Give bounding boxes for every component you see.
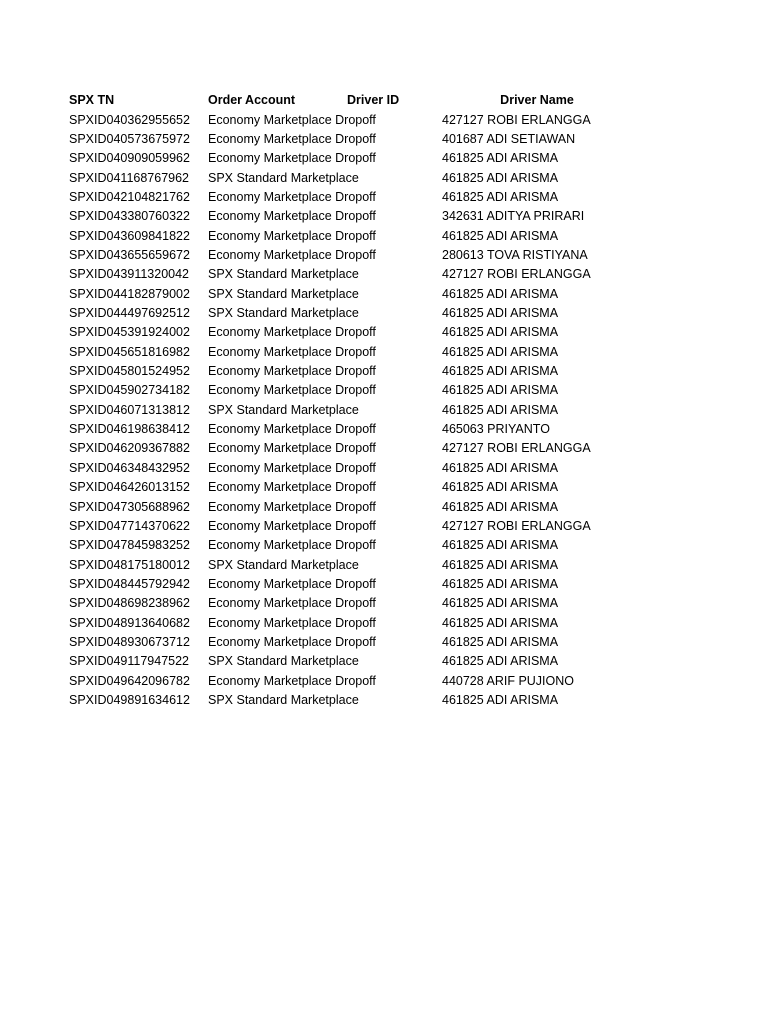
- cell-driver-name: 461825 ADI ARISMA: [442, 615, 559, 630]
- cell-spx-tn: SPXID045391924002: [69, 325, 190, 340]
- cell-driver-id: [347, 536, 439, 555]
- cell-driver-id: [347, 691, 439, 710]
- table-row: [0, 343, 768, 362]
- cell-driver-id: [347, 614, 439, 633]
- cell-spx-tn: SPXID048698238962: [69, 596, 190, 611]
- cell-order-account: Economy Marketplace Dropoff: [208, 480, 376, 495]
- cell-driver-name: 440728 ARIF PUJIONO: [442, 673, 575, 688]
- cell-spx-tn: SPXID046348432952: [69, 460, 190, 475]
- cell-driver-name: 461825 ADI ARISMA: [442, 151, 559, 166]
- table-row: [0, 652, 768, 671]
- cell-driver-id: [347, 575, 439, 594]
- cell-spx-tn: SPXID049117947522: [69, 654, 190, 669]
- cell-spx-tn: SPXID046209367882: [69, 441, 190, 456]
- cell-spx-tn: SPXID042104821762: [69, 189, 190, 204]
- cell-driver-name: 461825 ADI ARISMA: [442, 189, 559, 204]
- cell-spx-tn: SPXID045801524952: [69, 364, 190, 379]
- cell-spx-tn: SPXID047714370622: [69, 518, 190, 533]
- cell-spx-tn: SPXID043655659672: [69, 247, 190, 262]
- cell-driver-id: [347, 207, 439, 226]
- cell-driver-name: 427127 ROBI ERLANGGA: [442, 267, 591, 282]
- cell-driver-name: 461825 ADI ARISMA: [442, 383, 559, 398]
- cell-driver-id: [347, 246, 439, 265]
- cell-driver-name: 280613 TOVA RISTIYANA: [442, 247, 588, 262]
- cell-driver-id: [347, 381, 439, 400]
- cell-driver-id: [347, 517, 439, 536]
- table-row: [0, 362, 768, 381]
- cell-spx-tn: SPXID043609841822: [69, 228, 190, 243]
- cell-order-account: Economy Marketplace Dropoff: [208, 460, 376, 475]
- cell-driver-id: [347, 362, 439, 381]
- cell-spx-tn: SPXID048913640682: [69, 615, 190, 630]
- cell-driver-id: [347, 401, 439, 420]
- cell-order-account: Economy Marketplace Dropoff: [208, 364, 376, 379]
- table-row: [0, 594, 768, 613]
- table-row: [0, 536, 768, 555]
- table-row: [0, 575, 768, 594]
- cell-order-account: SPX Standard Marketplace: [208, 557, 359, 572]
- cell-driver-name: 461825 ADI ARISMA: [442, 557, 559, 572]
- header-driver-id: Driver ID: [347, 93, 400, 107]
- cell-order-account: Economy Marketplace Dropoff: [208, 499, 376, 514]
- cell-driver-id: [347, 672, 439, 691]
- cell-order-account: SPX Standard Marketplace: [208, 402, 359, 417]
- cell-driver-name: 461825 ADI ARISMA: [442, 402, 559, 417]
- header-row: [0, 91, 768, 110]
- cell-order-account: Economy Marketplace Dropoff: [208, 518, 376, 533]
- table-row: [0, 439, 768, 458]
- cell-order-account: Economy Marketplace Dropoff: [208, 422, 376, 437]
- header-driver-name: Driver Name: [500, 93, 574, 107]
- cell-order-account: Economy Marketplace Dropoff: [208, 615, 376, 630]
- cell-order-account: Economy Marketplace Dropoff: [208, 634, 376, 649]
- cell-spx-tn: SPXID049642096782: [69, 673, 190, 688]
- cell-order-account: Economy Marketplace Dropoff: [208, 596, 376, 611]
- cell-driver-name: 461825 ADI ARISMA: [442, 693, 559, 707]
- cell-driver-id: [347, 498, 439, 517]
- header-spx-tn: SPX TN: [69, 93, 115, 107]
- cell-spx-tn: SPXID046198638412: [69, 422, 190, 437]
- table-row: [0, 614, 768, 633]
- table-row: [0, 246, 768, 265]
- table-row: [0, 517, 768, 536]
- table-row: [0, 323, 768, 342]
- cell-spx-tn: SPXID044182879002: [69, 286, 190, 301]
- cell-driver-name: 427127 ROBI ERLANGGA: [442, 441, 591, 456]
- table-row: [0, 169, 768, 188]
- cell-driver-id: [347, 188, 439, 207]
- cell-spx-tn: SPXID045651816982: [69, 344, 190, 359]
- cell-driver-name: 461825 ADI ARISMA: [442, 306, 559, 320]
- cell-spx-tn: SPXID049891634612: [69, 693, 190, 707]
- cell-order-account: SPX Standard Marketplace: [208, 170, 359, 185]
- cell-order-account: SPX Standard Marketplace: [208, 286, 359, 301]
- cell-spx-tn: SPXID045902734182: [69, 383, 190, 398]
- cell-driver-name: 465063 PRIYANTO: [442, 422, 550, 437]
- cell-order-account: Economy Marketplace Dropoff: [208, 383, 376, 398]
- cell-order-account: Economy Marketplace Dropoff: [208, 325, 376, 340]
- cell-order-account: SPX Standard Marketplace: [208, 306, 359, 320]
- cell-driver-name: 461825 ADI ARISMA: [442, 228, 559, 243]
- cell-driver-id: [347, 323, 439, 342]
- cell-order-account: Economy Marketplace Dropoff: [208, 441, 376, 456]
- cell-order-account: Economy Marketplace Dropoff: [208, 673, 376, 688]
- table-row: [0, 672, 768, 691]
- cell-spx-tn: SPXID048930673712: [69, 634, 190, 649]
- table-row: [0, 265, 768, 284]
- cell-spx-tn: SPXID046071313812: [69, 402, 190, 417]
- cell-spx-tn: SPXID047845983252: [69, 538, 190, 553]
- cell-driver-id: [347, 594, 439, 613]
- cell-order-account: Economy Marketplace Dropoff: [208, 209, 376, 224]
- table-row: [0, 478, 768, 497]
- table-row: [0, 304, 768, 323]
- cell-driver-id: [347, 149, 439, 168]
- cell-driver-id: [347, 169, 439, 188]
- cell-order-account: Economy Marketplace Dropoff: [208, 247, 376, 262]
- cell-driver-name: 461825 ADI ARISMA: [442, 634, 559, 649]
- cell-driver-name: 427127 ROBI ERLANGGA: [442, 112, 591, 127]
- cell-order-account: Economy Marketplace Dropoff: [208, 538, 376, 553]
- cell-driver-id: [347, 265, 439, 284]
- cell-driver-name: 461825 ADI ARISMA: [442, 170, 559, 185]
- table-row: [0, 111, 768, 130]
- table-row: [0, 149, 768, 168]
- cell-driver-id: [347, 439, 439, 458]
- cell-driver-id: [347, 459, 439, 478]
- cell-driver-name: 461825 ADI ARISMA: [442, 480, 559, 495]
- cell-driver-id: [347, 130, 439, 149]
- table-row: [0, 381, 768, 400]
- cell-order-account: Economy Marketplace Dropoff: [208, 189, 376, 204]
- cell-driver-name: 461825 ADI ARISMA: [442, 460, 559, 475]
- cell-spx-tn: SPXID041168767962: [69, 170, 190, 185]
- cell-driver-name: 461825 ADI ARISMA: [442, 286, 559, 301]
- cell-driver-id: [347, 633, 439, 652]
- table-row: [0, 633, 768, 652]
- cell-driver-id: [347, 304, 439, 323]
- cell-spx-tn: SPXID048445792942: [69, 576, 190, 591]
- cell-driver-name: 461825 ADI ARISMA: [442, 499, 559, 514]
- cell-driver-id: [347, 285, 439, 304]
- cell-driver-name: 461825 ADI ARISMA: [442, 596, 559, 611]
- cell-driver-id: [347, 227, 439, 246]
- header-order-account: Order Account: [208, 93, 296, 107]
- cell-driver-name: 461825 ADI ARISMA: [442, 344, 559, 359]
- cell-driver-id: [347, 343, 439, 362]
- cell-spx-tn: SPXID043911320042: [69, 267, 190, 282]
- cell-spx-tn: SPXID046426013152: [69, 480, 190, 495]
- table-row: [0, 401, 768, 420]
- cell-spx-tn: SPXID044497692512: [69, 306, 190, 320]
- cell-driver-name: 461825 ADI ARISMA: [442, 325, 559, 340]
- table-row: [0, 207, 768, 226]
- cell-spx-tn: SPXID043380760322: [69, 209, 190, 224]
- cell-order-account: Economy Marketplace Dropoff: [208, 112, 376, 127]
- cell-driver-name: 461825 ADI ARISMA: [442, 364, 559, 379]
- cell-driver-name: 461825 ADI ARISMA: [442, 576, 559, 591]
- cell-driver-id: [347, 556, 439, 575]
- cell-driver-name: 461825 ADI ARISMA: [442, 538, 559, 553]
- cell-spx-tn: SPXID040362955652: [69, 112, 190, 127]
- cell-order-account: Economy Marketplace Dropoff: [208, 131, 376, 146]
- table-row: [0, 498, 768, 517]
- table-row: [0, 691, 768, 710]
- table-row: [0, 130, 768, 149]
- cell-order-account: SPX Standard Marketplace: [208, 267, 359, 282]
- cell-driver-id: [347, 420, 439, 439]
- cell-driver-name: 427127 ROBI ERLANGGA: [442, 518, 591, 533]
- cell-driver-name: 461825 ADI ARISMA: [442, 654, 559, 669]
- cell-driver-id: [347, 652, 439, 671]
- table-row: [0, 420, 768, 439]
- cell-spx-tn: SPXID040909059962: [69, 151, 190, 166]
- cell-spx-tn: SPXID047305688962: [69, 499, 190, 514]
- cell-order-account: SPX Standard Marketplace: [208, 693, 359, 707]
- cell-spx-tn: SPXID040573675972: [69, 131, 190, 146]
- cell-driver-name: 401687 ADI SETIAWAN: [442, 131, 576, 146]
- cell-order-account: Economy Marketplace Dropoff: [208, 228, 376, 243]
- cell-order-account: Economy Marketplace Dropoff: [208, 576, 376, 591]
- cell-spx-tn: SPXID048175180012: [69, 557, 190, 572]
- table-row: [0, 188, 768, 207]
- table-row: [0, 556, 768, 575]
- cell-order-account: Economy Marketplace Dropoff: [208, 344, 376, 359]
- table-row: [0, 459, 768, 478]
- cell-order-account: Economy Marketplace Dropoff: [208, 151, 376, 166]
- cell-driver-name: 342631 ADITYA PRIRARI: [442, 209, 585, 224]
- table-row: [0, 227, 768, 246]
- cell-driver-id: [347, 478, 439, 497]
- cell-driver-id: [347, 111, 439, 130]
- cell-order-account: SPX Standard Marketplace: [208, 654, 359, 669]
- table-row: [0, 285, 768, 304]
